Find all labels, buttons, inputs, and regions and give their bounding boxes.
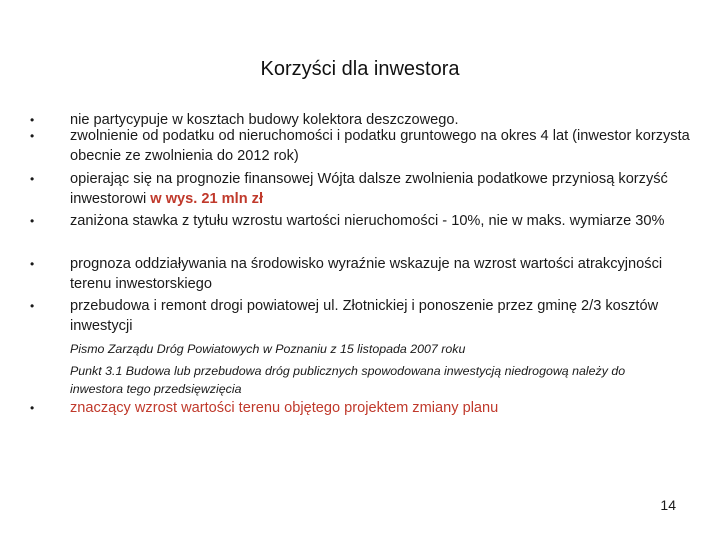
list-item-text: opierając się na prognozie finansowej Wójta dalsze zwolnienia podatkowe przyniosą korzyść inwestorowi — [70, 171, 668, 207]
slide-title: Korzyści dla inwestora — [260, 58, 460, 80]
list-item — [70, 211, 690, 231]
list-item — [70, 254, 690, 294]
bullet-icon: • — [30, 129, 35, 143]
list-item-text: prognoza oddziaływania na środowisko wyraźnie wskazuje na wzrost wartości atrakcyjności terenu inwestorskiego — [70, 256, 663, 292]
list-item — [70, 169, 690, 209]
source-note: Punkt 3.1 Budowa lub przebudowa dróg publicznych spowodowana inwestycją niedrogową należy do inwestora tego przedsięwzięcia — [70, 364, 626, 396]
highlighted-amount: w wys. 21 mln zł — [150, 191, 264, 207]
bullet-icon: • — [30, 113, 35, 127]
bullet-icon: • — [30, 257, 35, 271]
bullet-icon: • — [30, 214, 35, 228]
bullet-icon: • — [30, 401, 35, 415]
list-item — [70, 296, 690, 336]
list-item-text: zwolnienie od podatku od nieruchomości i podatku gruntowego na okres 4 lat (inwestor korzysta obecnie ze zwolnienia do 2012 rok) — [70, 128, 690, 164]
bullet-icon: • — [30, 172, 35, 186]
source-note: Pismo Zarządu Dróg Powiatowych w Poznaniu z 15 listopada 2007 roku — [70, 342, 466, 356]
list-item-text: znaczący wzrost wartości terenu objętego projektem zmiany planu — [70, 400, 499, 416]
bullet-icon: • — [30, 299, 35, 313]
list-item-text: zaniżona stawka z tytułu wzrostu wartości nieruchomości - 10%, nie w maks. wymiarze 30% — [70, 213, 665, 229]
list-item — [70, 398, 690, 418]
list-item-text: nie partycypuje w kosztach budowy kolektora deszczowego. — [70, 112, 459, 128]
list-item — [70, 126, 690, 166]
page-number: 14 — [660, 497, 676, 513]
list-item-text: przebudowa i remont drogi powiatowej ul. Złotnickiej i ponoszenie przez gminę 2/3 kosztów inwestycji — [70, 298, 659, 334]
